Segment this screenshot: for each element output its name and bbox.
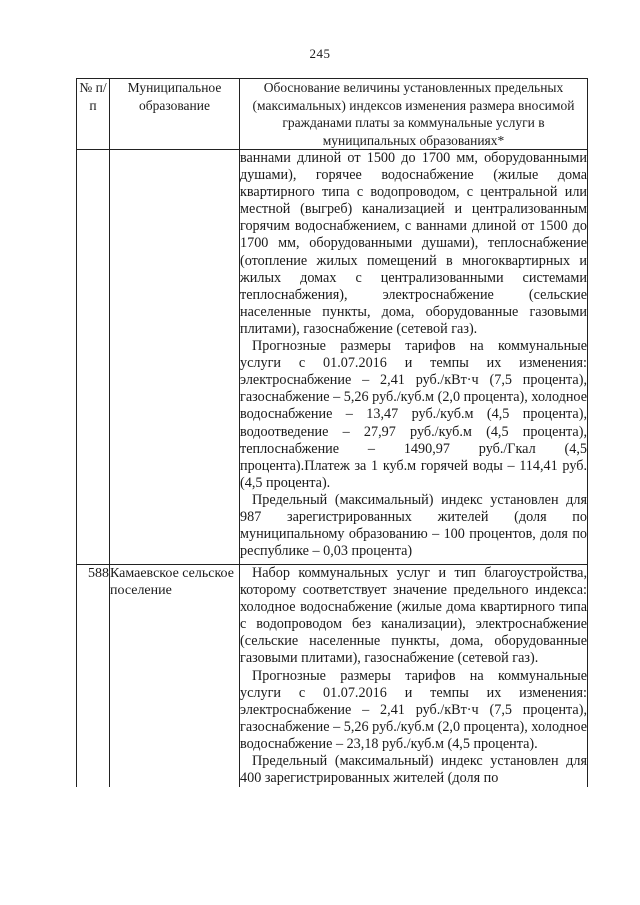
basis-paragraph: Набор коммунальных услуг и тип благоустройства, которому соответствует значение предельного индекса: холодное водоснабжение (жилые дома квартирного типа с водопроводом без канализации), электроснабжение (сельские населенные пункты, дома, оборудованные газовыми плитами), газоснабжение (сетевой газ). <box>240 565 587 667</box>
header-municipality: Муниципальное образование <box>110 79 240 150</box>
row-basis <box>240 150 588 565</box>
basis-paragraph: Прогнозные размеры тарифов на коммунальные услуги с 01.07.2016 и темпы их изменения: электроснабжение – 2,41 руб./кВт·ч (7,5 процента), газоснабжение – 5,26 руб./куб.м (2,0 процента), холодное водоснабжение – 23,18 руб./куб.м (4,5 процента). <box>240 667 587 752</box>
table-row <box>77 565 588 788</box>
header-num: № п/п <box>77 79 110 150</box>
basis-paragraph: Прогнозные размеры тарифов на коммунальные услуги с 01.07.2016 и темпы их изменения: электроснабжение – 2,41 руб./кВт·ч (7,5 процента), газоснабжение – 5,26 руб./куб.м (2,0 процента), холодное водоснабжение – 13,47 руб./куб.м (4,5 процента), водоотведение – 27,97 руб./куб.м (4,5 процента), теплоснабжение – 1490,97 руб./Гкал (4,5 процента).Платеж за 1 куб.м горячей воды – 114,41 руб. (4,5 процента). <box>240 338 587 491</box>
table-header-row <box>77 79 588 150</box>
page-number: 245 <box>309 46 331 61</box>
basis-paragraph: Предельный (максимальный) индекс установлен для 987 зарегистрированных жителей (доля по муниципальному образованию – 100 процентов, доля по республике – 0,03 процента) <box>240 491 587 560</box>
row-municipality: Камаевское сельское поселение <box>110 565 240 788</box>
row-municipality <box>110 150 240 565</box>
tariff-table <box>76 78 588 787</box>
row-number <box>77 150 110 565</box>
table-row <box>77 150 588 565</box>
row-basis <box>240 565 588 788</box>
row-number: 588 <box>77 565 110 788</box>
header-basis: Обоснование величины установленных предельных (максимальных) индексов изменения размера вносимой гражданами платы за коммунальные услуги в муниципальных образованиях* <box>240 79 588 150</box>
basis-paragraph: Предельный (максимальный) индекс установлен для 400 зарегистрированных жителей (доля по <box>240 753 587 787</box>
basis-paragraph: ваннами длиной от 1500 до 1700 мм, оборудованными душами), горячее водоснабжение (жилые дома квартирного типа с водопроводом, с центральной или местной (выгреб) канализацией и централизованным горячим водоснабжением, с ваннами длиной от 1500 до 1700 мм, оборудованными душами), теплоснабжение (отопление жилых помещений в многоквартирных и жилых домах с централизованными системами теплоснабжения), электроснабжение (сельские населенные пункты, дома, оборудованные газовыми плитами), газоснабжение (сетевой газ). <box>240 150 587 337</box>
